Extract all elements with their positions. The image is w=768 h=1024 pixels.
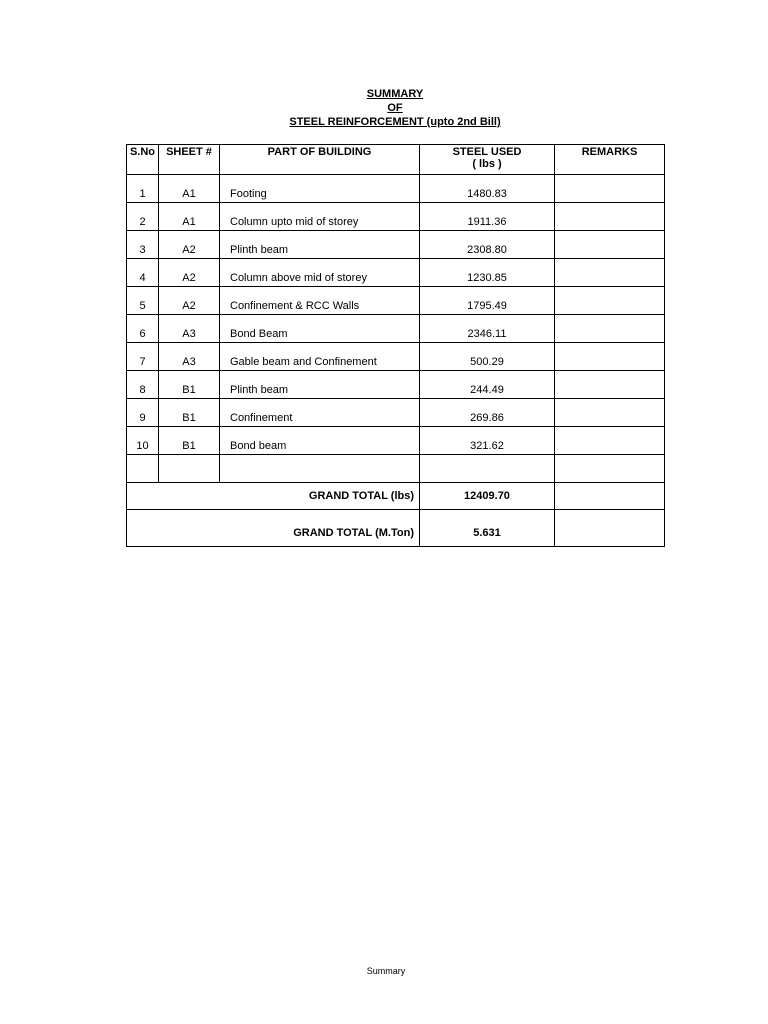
cell-part-of-building: Bond beam: [220, 427, 420, 455]
header-steel-used-label: STEEL USED: [452, 146, 522, 158]
cell-sno: 5: [127, 287, 159, 315]
cell-sheet: A2: [159, 259, 220, 287]
cell-remarks: [555, 231, 665, 259]
cell-sno: 3: [127, 231, 159, 259]
table-row: [127, 315, 665, 343]
cell-sno: 10: [127, 427, 159, 455]
cell-sheet: A2: [159, 287, 220, 315]
table-row: [127, 287, 665, 315]
cell-remarks: [555, 315, 665, 343]
cell-sheet: A3: [159, 343, 220, 371]
cell-sno: 1: [127, 175, 159, 203]
cell-steel-used: 2346.11: [420, 315, 555, 343]
cell-sno: 2: [127, 203, 159, 231]
cell-steel-used: 1480.83: [420, 175, 555, 203]
table-row-empty: [127, 455, 665, 483]
cell-remarks: [555, 287, 665, 315]
steel-summary-table: [126, 144, 665, 547]
cell-part-of-building: Plinth beam: [220, 371, 420, 399]
cell-sheet: A2: [159, 231, 220, 259]
header-part-of-building: PART OF BUILDING: [220, 145, 420, 175]
document-title: [0, 87, 768, 129]
table-row: [127, 427, 665, 455]
cell-sno: 4: [127, 259, 159, 287]
grand-total-lbs-value: 12409.70: [420, 483, 555, 510]
grand-total-mton-label: GRAND TOTAL (M.Ton): [127, 510, 420, 547]
cell-sheet: A3: [159, 315, 220, 343]
cell-steel-used: 2308.80: [420, 231, 555, 259]
header-sno: S.No: [127, 145, 159, 175]
table-row: [127, 399, 665, 427]
grand-total-mton-value: 5.631: [420, 510, 555, 547]
table-header-row: [127, 145, 665, 175]
table-row: [127, 259, 665, 287]
cell-sheet: A1: [159, 203, 220, 231]
cell-part-of-building: Bond Beam: [220, 315, 420, 343]
title-summary: SUMMARY: [366, 88, 424, 100]
cell-sheet: B1: [159, 427, 220, 455]
cell-remarks: [555, 371, 665, 399]
table-cell: [420, 455, 555, 483]
cell-part-of-building: Confinement: [220, 399, 420, 427]
header-steel-used-unit: ( lbs ): [472, 158, 502, 170]
cell-sno: 9: [127, 399, 159, 427]
cell-remarks: [555, 343, 665, 371]
table-row: [127, 175, 665, 203]
table-cell: [127, 455, 159, 483]
header-sheet: SHEET #: [159, 145, 220, 175]
footer-sheet-name: Summary: [366, 966, 406, 976]
grand-total-lbs-row: [127, 483, 665, 510]
table-cell: [220, 455, 420, 483]
cell-sno: 6: [127, 315, 159, 343]
table-row: [127, 371, 665, 399]
header-remarks: REMARKS: [555, 145, 665, 175]
title-steel-reinforcement: STEEL REINFORCEMENT (upto 2nd Bill): [289, 116, 501, 128]
grand-total-lbs-label: GRAND TOTAL (lbs): [127, 483, 420, 510]
cell-remarks: [555, 175, 665, 203]
grand-total-mton-row: [127, 510, 665, 547]
cell-part-of-building: Footing: [220, 175, 420, 203]
cell-remarks: [555, 399, 665, 427]
cell-steel-used: 269.86: [420, 399, 555, 427]
grand-total-lbs-remarks: [555, 483, 665, 510]
cell-steel-used: 321.62: [420, 427, 555, 455]
cell-remarks: [555, 203, 665, 231]
cell-steel-used: 1795.49: [420, 287, 555, 315]
cell-part-of-building: Column upto mid of storey: [220, 203, 420, 231]
cell-sheet: B1: [159, 371, 220, 399]
cell-steel-used: 1911.36: [420, 203, 555, 231]
table-row: [127, 203, 665, 231]
cell-part-of-building: Plinth beam: [220, 231, 420, 259]
cell-sheet: B1: [159, 399, 220, 427]
table-row: [127, 343, 665, 371]
cell-part-of-building: Column above mid of storey: [220, 259, 420, 287]
cell-remarks: [555, 427, 665, 455]
cell-sno: 7: [127, 343, 159, 371]
cell-remarks: [555, 259, 665, 287]
cell-steel-used: 500.29: [420, 343, 555, 371]
cell-steel-used: 1230.85: [420, 259, 555, 287]
table-body: [127, 175, 665, 547]
header-steel-used: [420, 145, 555, 175]
cell-steel-used: 244.49: [420, 371, 555, 399]
table-cell: [159, 455, 220, 483]
cell-sheet: A1: [159, 175, 220, 203]
grand-total-mton-remarks: [555, 510, 665, 547]
cell-sno: 8: [127, 371, 159, 399]
table-row: [127, 231, 665, 259]
table-cell: [555, 455, 665, 483]
cell-part-of-building: Gable beam and Confinement: [220, 343, 420, 371]
title-of: OF: [387, 102, 403, 114]
cell-part-of-building: Confinement & RCC Walls: [220, 287, 420, 315]
